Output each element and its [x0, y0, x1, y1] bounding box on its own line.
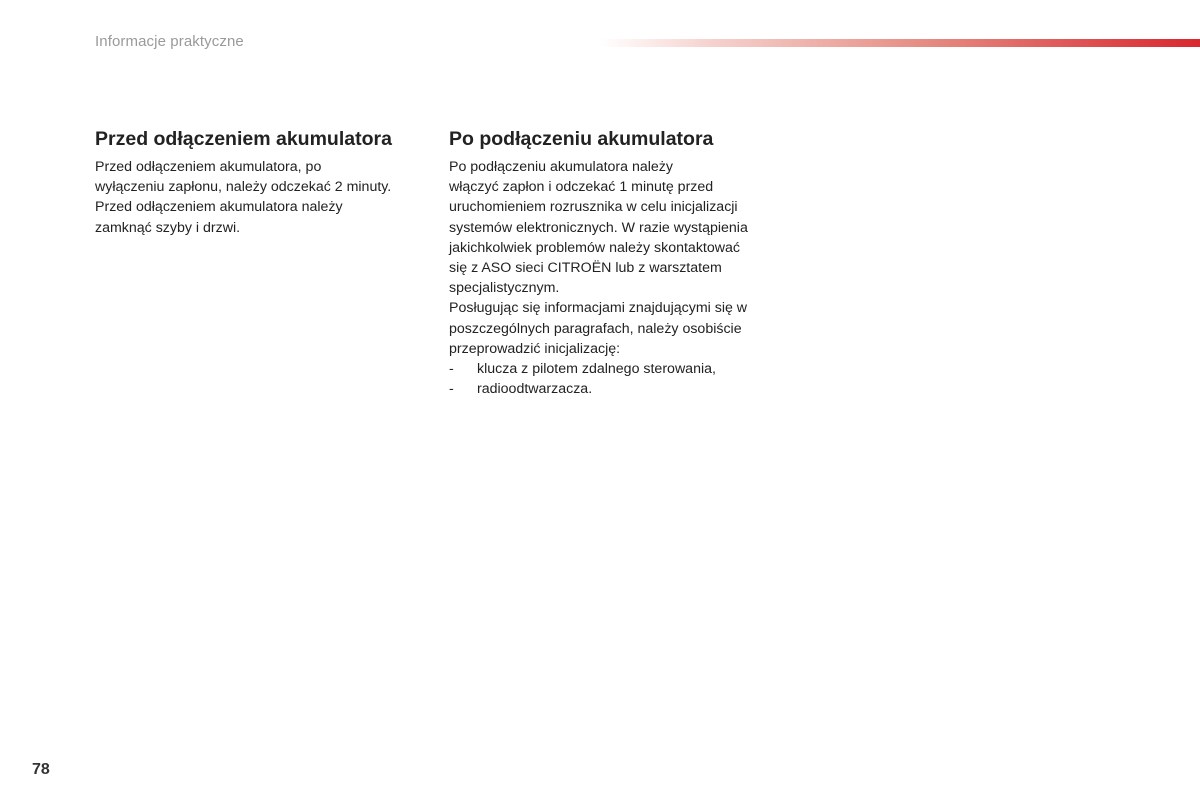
body-line: przeprowadzić inicjalizację:: [449, 340, 621, 357]
body-line: Po podłączeniu akumulatora należy: [449, 159, 673, 175]
right-column-body: [449, 157, 779, 399]
list-item-text: klucza z pilotem zdalnego sterowania,: [477, 361, 716, 378]
body-line: poszczególnych paragrafach, należy osobiście: [449, 320, 742, 337]
body-line: włączyć zapłon i odczekać 1 minutę przed: [449, 179, 714, 196]
right-column-title: Po podłączeniu akumulatora: [449, 128, 714, 150]
page-number: 78: [32, 761, 50, 778]
list-item-text: radioodtwarzacza.: [477, 381, 593, 398]
body-line: Przed odłączeniem akumulatora, po: [95, 159, 322, 175]
left-column-body: [95, 157, 425, 238]
right-column: [449, 127, 779, 399]
body-line: Przed odłączeniem akumulatora należy: [95, 199, 343, 216]
header-accent-bar: [600, 39, 1200, 47]
list-item: [449, 359, 779, 379]
body-line: specjalistycznym.: [449, 280, 560, 297]
body-line: wyłączeniu zapłonu, należy odczekać 2 minuty.: [95, 179, 392, 196]
left-column: [95, 127, 425, 238]
list-marker: -: [449, 381, 454, 398]
body-line: zamknąć szyby i drzwi.: [95, 219, 241, 236]
body-line: się z ASO sieci CITROËN lub z warsztatem: [449, 260, 722, 277]
body-line: uruchomieniem rozrusznika w celu inicjalizacji: [449, 199, 738, 216]
body-line: jakichkolwiek problemów należy skontaktować: [449, 239, 740, 256]
body-line: Posługując się informacjami znajdującymi się w: [449, 300, 748, 317]
list-item: [449, 379, 779, 399]
section-header: Informacje praktyczne: [95, 33, 244, 50]
list-marker: -: [449, 361, 454, 378]
body-line: systemów elektronicznych. W razie wystąpienia: [449, 219, 748, 236]
left-column-title: Przed odłączeniem akumulatora: [95, 128, 392, 150]
